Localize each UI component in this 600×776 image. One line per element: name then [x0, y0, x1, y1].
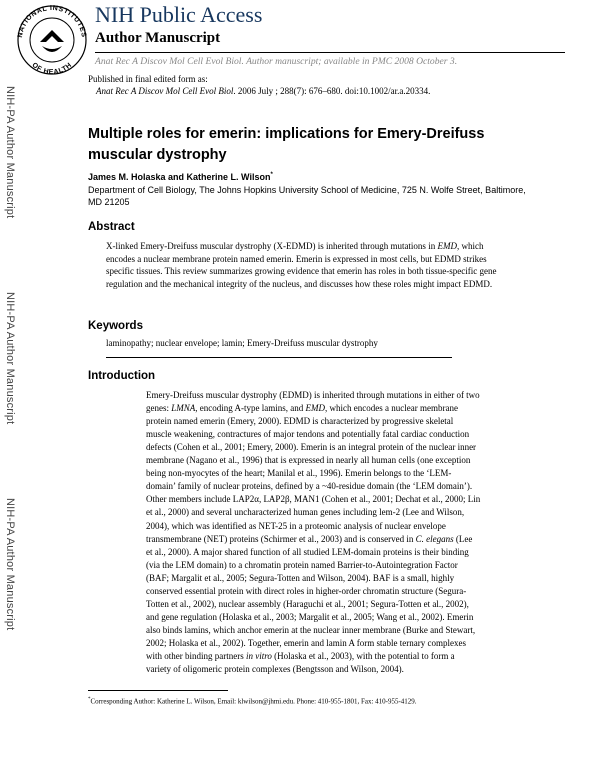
side-label-3: NIH-PA Author Manuscript [4, 498, 16, 631]
intro-line: membrane (Nagano et al., 1996) that is expressed in nearly all human cells (one exception [146, 455, 471, 466]
intro-line: et al., 2000) and several uncharacterized human genes including lem-2 (Lee and Wilson, [146, 507, 465, 518]
intro-line: defects (Cohen et al., 2001; Emery, 2000). Emerin is an integral protein of the nuclear inner [146, 442, 477, 453]
keywords-heading: Keywords [88, 320, 143, 332]
intro-line: Totten et al., 2002), nuclear assembly (Haraguchi et al., 2001; Segura-Totten et al., 2002), [146, 598, 469, 609]
author-mark: * [270, 172, 273, 178]
side-label-1: NIH-PA Author Manuscript [4, 86, 16, 219]
journal-availability-line: Anat Rec A Discov Mol Cell Evol Biol. Author manuscript; available in PMC 2008 October 3. [95, 56, 458, 67]
gene-name: EMD [437, 241, 457, 251]
intro-line: and gene regulation (Holaska et al., 2003; Margalit et al., 2005; Wang et al., 2002). Emerin [146, 611, 474, 622]
keywords-text: laminopathy; nuclear envelope; lamin; Emery-Dreifuss muscular dystrophy [106, 338, 378, 348]
footnote-divider [88, 690, 228, 691]
intro-line: being non-myocytes of the heart; Manilal et al., 1996). Emerin belongs to the ‘LEM- [146, 468, 452, 479]
intro-line: (via the LEM domain) to a chromatin protein named Barrier-to-Autointegration Factor [146, 559, 458, 570]
footnote [88, 697, 417, 705]
author-names: James M. Holaska and Katherine L. Wilson [88, 172, 271, 182]
footnote-text: Corresponding Author: Katherine L. Wilson, Email: klwilson@jhmi.edu. Phone: 410-955-1801, Fax: 410-955-4129. [90, 697, 417, 706]
intro-line: domain’ family of nuclear proteins, defined by a ~40-residue domain (the ‘LEM domain’). [146, 481, 473, 492]
intro-line: variety of oligomeric protein complexes (Bengtsson and Wilson, 2004). [146, 664, 404, 675]
intro-line: genes: LMNA, encoding A-type lamins, and EMD, which encodes a nuclear membrane [146, 403, 458, 414]
affiliation: Department of Cell Biology, The Johns Hopkins University School of Medicine, 725 N. Wolfe Street, Baltimore, MD 21205 [88, 185, 526, 207]
header-divider [95, 52, 565, 53]
svg-text:OF HEALTH [30, 62, 73, 76]
header-subtitle: Author Manuscript [95, 30, 221, 46]
intro-line: with other binding partners in vitro (Holaska et al., 2003), with the potential to form a [146, 651, 455, 661]
intro-line: Emery-Dreifuss muscular dystrophy (EDMD) is inherited through mutations in either of two [146, 390, 480, 400]
authors [88, 172, 273, 182]
side-label-2: NIH-PA Author Manuscript [4, 292, 16, 425]
header-title: NIH Public Access [95, 2, 263, 27]
logo-text-bottom: OF HEALTH [30, 61, 74, 76]
abstract-text: X-linked Emery-Dreifuss muscular dystrophy (X-EDMD) is inherited through mutations in EMD, which encodes a nuclear membrane protein named emerin. Emerin is expressed in most cells, but EDMD strikes specific tissues. This review summarizes growing evidence that emerin has roles in both tissue-specific gene regulation and the mechanical integrity of the nucleus, and discusses how these roles might impact EDMD. [106, 241, 497, 289]
intro-line: 2004), which was identified as NET-25 in a proteomic analysis of nuclear envelope [146, 520, 446, 531]
intro-line: also binds lamins, which anchor emerin at the nuclear inner membrane (Burke and Stewart, [146, 624, 476, 635]
intro-line: muscle weakening, contractures of major tendons and potentially fatal cardiac conduction [146, 429, 470, 440]
intro-line: conserved essential protein with direct roles in higher-order chromatin structure (Segura- [146, 585, 467, 596]
intro-line: protein named emerin (Emery, 2000). EDMD is characterized by progressive skeletal [146, 416, 454, 427]
intro-line: (BAF; Margalit et al., 2005; Segura-Totten and Wilson, 2004). BAF is a small, highly [146, 572, 455, 583]
article-title: Multiple roles for emerin: implications for Emery-Dreifuss muscular dystrophy [88, 126, 485, 163]
abstract-heading: Abstract [88, 221, 135, 233]
publication-citation [96, 86, 430, 96]
intro-line: Other members include LAP2α, LAP2β, MAN1 (Cohen et al., 2001; Dechat et al., 2000; Lin [146, 494, 481, 505]
intro-line: et al., 2000). A major shared function of all studied LEM-domain proteins is their binding [146, 546, 469, 557]
intro-line: transmembrane (NET) proteins (Schirmer et al., 2003) and is conserved in C. elegans (Lee [146, 533, 473, 544]
citation-details: . 2006 July ; 288(7): 676–680. doi:10.1002/ar.a.20334. [233, 86, 431, 96]
published-label: Published in final edited form as: [88, 74, 208, 84]
logo-text-top: NATIONAL INSTITUTES [17, 4, 87, 39]
keywords-divider [106, 357, 452, 358]
nih-seal-icon [14, 2, 90, 76]
footnote-mark: * [88, 697, 91, 702]
citation-journal: Anat Rec A Discov Mol Cell Evol Biol [96, 86, 234, 96]
introduction-heading: Introduction [88, 370, 156, 382]
intro-line: 2002; Holaska et al., 2002). Together, emerin and lamin A form stable ternary complexes [146, 637, 467, 648]
